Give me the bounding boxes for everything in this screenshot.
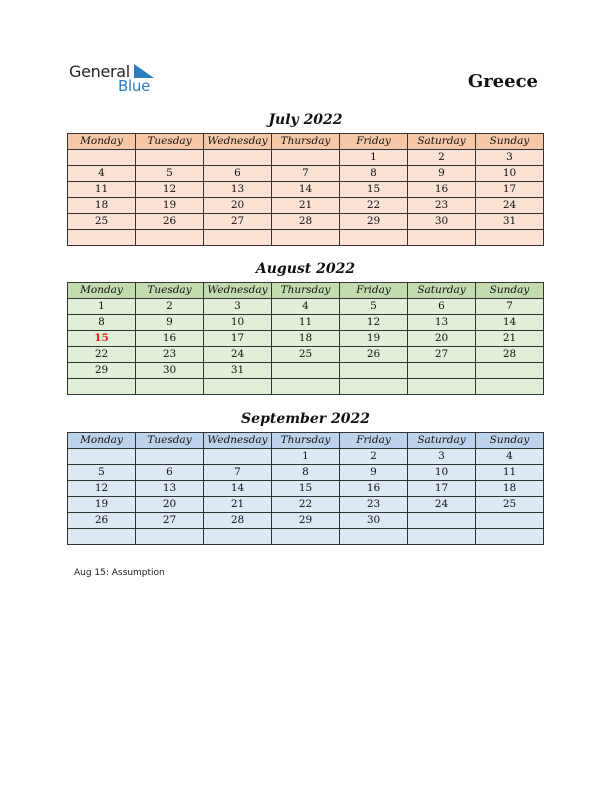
day-cell: 6	[408, 299, 476, 315]
week-row	[68, 150, 544, 166]
day-cell: 2	[136, 299, 204, 315]
week-row	[68, 299, 544, 315]
day-cell: 26	[136, 214, 204, 230]
day-cell	[204, 230, 272, 246]
day-cell: 11	[68, 182, 136, 198]
day-cell	[476, 363, 544, 379]
day-cell: 2	[340, 449, 408, 465]
weekday-header: Saturday	[408, 283, 476, 299]
day-cell: 10	[408, 465, 476, 481]
day-cell: 7	[204, 465, 272, 481]
day-cell: 7	[476, 299, 544, 315]
day-cell: 3	[408, 449, 476, 465]
day-cell: 14	[272, 182, 340, 198]
weekday-header: Friday	[340, 134, 408, 150]
day-cell: 3	[204, 299, 272, 315]
weekday-header: Wednesday	[204, 433, 272, 449]
week-row	[68, 449, 544, 465]
day-cell: 16	[136, 331, 204, 347]
week-row	[68, 379, 544, 395]
day-cell: 7	[272, 166, 340, 182]
week-row	[68, 166, 544, 182]
day-cell: 25	[272, 347, 340, 363]
weekday-header: Sunday	[476, 433, 544, 449]
weekday-header: Saturday	[408, 134, 476, 150]
day-cell: 4	[272, 299, 340, 315]
day-cell: 22	[68, 347, 136, 363]
day-cell	[272, 230, 340, 246]
month-title-september: September 2022	[241, 411, 370, 427]
day-cell: 19	[340, 331, 408, 347]
day-cell: 10	[204, 315, 272, 331]
day-cell: 19	[68, 497, 136, 513]
weekday-header-row	[68, 283, 544, 299]
day-cell: 12	[136, 182, 204, 198]
day-cell: 9	[340, 465, 408, 481]
week-row	[68, 230, 544, 246]
week-row	[68, 214, 544, 230]
day-cell	[340, 363, 408, 379]
day-cell: 31	[476, 214, 544, 230]
day-cell: 26	[340, 347, 408, 363]
day-cell: 14	[476, 315, 544, 331]
calendar-august	[67, 282, 544, 395]
weekday-header: Friday	[340, 433, 408, 449]
day-cell: 11	[476, 465, 544, 481]
week-row	[68, 481, 544, 497]
weekday-header: Thursday	[272, 283, 340, 299]
day-cell: 15	[272, 481, 340, 497]
day-cell: 16	[340, 481, 408, 497]
day-cell	[476, 529, 544, 545]
day-cell	[136, 379, 204, 395]
day-cell: 8	[272, 465, 340, 481]
day-cell	[68, 379, 136, 395]
weekday-header: Tuesday	[136, 283, 204, 299]
weekday-header: Thursday	[272, 433, 340, 449]
day-cell	[68, 529, 136, 545]
day-cell: 17	[408, 481, 476, 497]
day-cell	[68, 150, 136, 166]
weekday-header: Monday	[68, 283, 136, 299]
day-cell	[408, 363, 476, 379]
day-cell: 12	[340, 315, 408, 331]
weekday-header: Sunday	[476, 134, 544, 150]
logo-triangle-icon	[134, 64, 154, 78]
day-cell: 22	[272, 497, 340, 513]
day-cell: 21	[476, 331, 544, 347]
day-cell: 25	[68, 214, 136, 230]
country-title: Greece	[467, 71, 538, 92]
day-cell	[204, 379, 272, 395]
day-cell: 27	[136, 513, 204, 529]
day-cell: 15	[340, 182, 408, 198]
day-cell	[272, 363, 340, 379]
logo-text-general: General	[69, 62, 130, 81]
day-cell: 28	[476, 347, 544, 363]
logo-text-blue: Blue	[118, 77, 150, 95]
day-cell: 27	[204, 214, 272, 230]
day-cell: 30	[408, 214, 476, 230]
weekday-header: Saturday	[408, 433, 476, 449]
day-cell: 8	[340, 166, 408, 182]
day-cell: 5	[68, 465, 136, 481]
day-cell: 28	[204, 513, 272, 529]
day-cell: 21	[272, 198, 340, 214]
week-row	[68, 363, 544, 379]
week-row	[68, 331, 544, 347]
day-cell: 18	[272, 331, 340, 347]
day-cell: 24	[204, 347, 272, 363]
day-cell	[408, 379, 476, 395]
weekday-header: Friday	[340, 283, 408, 299]
day-cell: 17	[204, 331, 272, 347]
day-cell: 12	[68, 481, 136, 497]
month-title-july: July 2022	[268, 112, 343, 128]
week-row	[68, 198, 544, 214]
day-cell: 1	[272, 449, 340, 465]
day-cell	[272, 379, 340, 395]
day-cell	[204, 449, 272, 465]
day-cell: 29	[68, 363, 136, 379]
day-cell: 10	[476, 166, 544, 182]
day-cell: 28	[272, 214, 340, 230]
day-cell: 30	[340, 513, 408, 529]
day-cell: 23	[408, 198, 476, 214]
calendar-july	[67, 133, 544, 246]
day-cell	[476, 230, 544, 246]
weekday-header: Sunday	[476, 283, 544, 299]
day-cell	[408, 230, 476, 246]
weekday-header: Monday	[68, 134, 136, 150]
day-cell	[272, 150, 340, 166]
day-cell: 1	[340, 150, 408, 166]
day-cell: 30	[136, 363, 204, 379]
day-cell: 23	[136, 347, 204, 363]
day-cell	[408, 529, 476, 545]
day-cell: 6	[204, 166, 272, 182]
week-row	[68, 465, 544, 481]
week-row	[68, 513, 544, 529]
day-cell	[204, 150, 272, 166]
week-row	[68, 497, 544, 513]
day-cell	[68, 449, 136, 465]
logo	[69, 62, 169, 96]
day-cell: 1	[68, 299, 136, 315]
calendar-september	[67, 432, 544, 545]
day-cell: 26	[68, 513, 136, 529]
weekday-header: Monday	[68, 433, 136, 449]
day-cell	[408, 513, 476, 529]
day-cell: 15	[68, 331, 136, 347]
day-cell: 20	[136, 497, 204, 513]
weekday-header-row	[68, 134, 544, 150]
month-title-august: August 2022	[255, 261, 356, 277]
week-row	[68, 315, 544, 331]
day-cell: 14	[204, 481, 272, 497]
day-cell	[340, 379, 408, 395]
day-cell: 31	[204, 363, 272, 379]
day-cell: 16	[408, 182, 476, 198]
week-row	[68, 182, 544, 198]
day-cell: 13	[408, 315, 476, 331]
day-cell: 8	[68, 315, 136, 331]
week-row	[68, 529, 544, 545]
week-row	[68, 347, 544, 363]
day-cell	[272, 529, 340, 545]
day-cell: 18	[476, 481, 544, 497]
day-cell: 24	[476, 198, 544, 214]
weekday-header: Tuesday	[136, 134, 204, 150]
day-cell: 27	[408, 347, 476, 363]
day-cell: 20	[204, 198, 272, 214]
holiday-note: Aug 15: Assumption	[74, 568, 165, 578]
day-cell: 9	[408, 166, 476, 182]
day-cell: 13	[136, 481, 204, 497]
day-cell	[136, 529, 204, 545]
day-cell: 3	[476, 150, 544, 166]
day-cell: 29	[340, 214, 408, 230]
day-cell	[68, 230, 136, 246]
weekday-header: Wednesday	[204, 283, 272, 299]
day-cell	[204, 529, 272, 545]
day-cell: 18	[68, 198, 136, 214]
day-cell: 19	[136, 198, 204, 214]
day-cell	[136, 449, 204, 465]
day-cell: 9	[136, 315, 204, 331]
day-cell: 11	[272, 315, 340, 331]
day-cell: 17	[476, 182, 544, 198]
day-cell: 5	[136, 166, 204, 182]
day-cell: 20	[408, 331, 476, 347]
day-cell	[136, 150, 204, 166]
day-cell: 23	[340, 497, 408, 513]
weekday-header: Tuesday	[136, 433, 204, 449]
day-cell: 21	[204, 497, 272, 513]
day-cell: 4	[476, 449, 544, 465]
day-cell: 4	[68, 166, 136, 182]
day-cell: 13	[204, 182, 272, 198]
weekday-header: Thursday	[272, 134, 340, 150]
weekday-header-row	[68, 433, 544, 449]
day-cell	[340, 529, 408, 545]
day-cell	[476, 379, 544, 395]
day-cell: 25	[476, 497, 544, 513]
day-cell: 6	[136, 465, 204, 481]
day-cell: 5	[340, 299, 408, 315]
day-cell: 2	[408, 150, 476, 166]
day-cell	[476, 513, 544, 529]
day-cell	[136, 230, 204, 246]
day-cell: 29	[272, 513, 340, 529]
day-cell: 24	[408, 497, 476, 513]
day-cell: 22	[340, 198, 408, 214]
day-cell	[340, 230, 408, 246]
weekday-header: Wednesday	[204, 134, 272, 150]
